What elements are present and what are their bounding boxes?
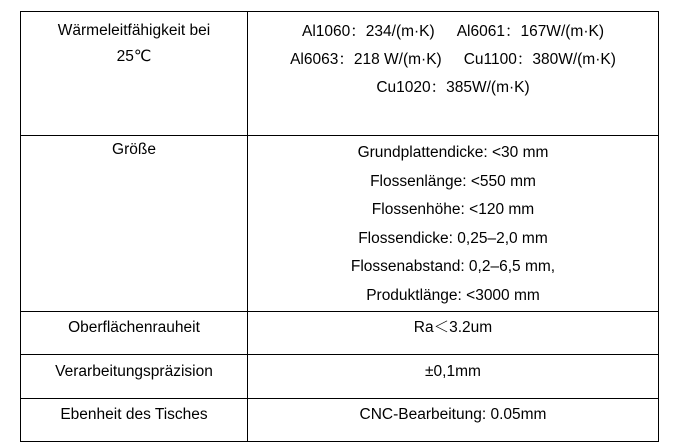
- row-label: Ebenheit des Tisches: [60, 406, 208, 423]
- table-row-table-flatness: [21, 399, 659, 442]
- table-row-surface-roughness: [21, 312, 659, 355]
- row-label-cell: [21, 399, 248, 442]
- value-text: Flossenlänge: <550 mm: [370, 172, 536, 190]
- row-value-cell: [248, 355, 659, 399]
- row-label-cell: [21, 136, 248, 312]
- row-label: 25℃: [116, 48, 152, 65]
- value-text: Flossenhöhe: <120 mm: [371, 201, 535, 219]
- value-line: [248, 46, 658, 74]
- value-text: Al6063：218 W/(m·K): [290, 51, 442, 68]
- table-row-size: [21, 136, 659, 312]
- value-text: CNC-Bearbeitung: 0.05mm: [359, 406, 547, 423]
- row-value-cell: [248, 136, 659, 312]
- value-text: Cu1020：385W/(m·K): [376, 79, 530, 96]
- value-text: Grundplattendicke: <30 mm: [357, 144, 549, 161]
- row-label-cell: [21, 355, 248, 399]
- value-text: Cu1100：380W/(m·K): [463, 51, 616, 68]
- value-text: Ra＜3.2um: [413, 319, 493, 336]
- value-text: Flossenabstand: 0,2–6,5 mm,: [350, 258, 556, 276]
- row-value-cell: [248, 12, 659, 136]
- value-text: ±0,1mm: [425, 363, 481, 380]
- value-text: Al1060：234/(m·K): [302, 23, 435, 40]
- value-text: Al6061：167W/(m·K): [456, 23, 604, 40]
- row-value-cell: [248, 399, 659, 442]
- row-label: Größe: [112, 141, 156, 158]
- value-text: Produktlänge: <3000 mm: [366, 286, 540, 304]
- value-text: Flossendicke: 0,25–2,0 mm: [358, 229, 548, 247]
- value-line: [248, 18, 658, 46]
- table-row-thermal-conductivity: [21, 12, 659, 136]
- row-label: Wärmeleitfähigkeit bei: [57, 22, 211, 39]
- value-line: [248, 74, 658, 102]
- table-row-machining-precision: [21, 355, 659, 399]
- spec-table: [20, 11, 659, 442]
- row-label: Oberflächenrauheit: [68, 319, 200, 336]
- row-label: Verarbeitungspräzision: [55, 363, 213, 380]
- row-value-cell: [248, 312, 659, 355]
- row-label-cell: [21, 12, 248, 136]
- row-label-cell: [21, 312, 248, 355]
